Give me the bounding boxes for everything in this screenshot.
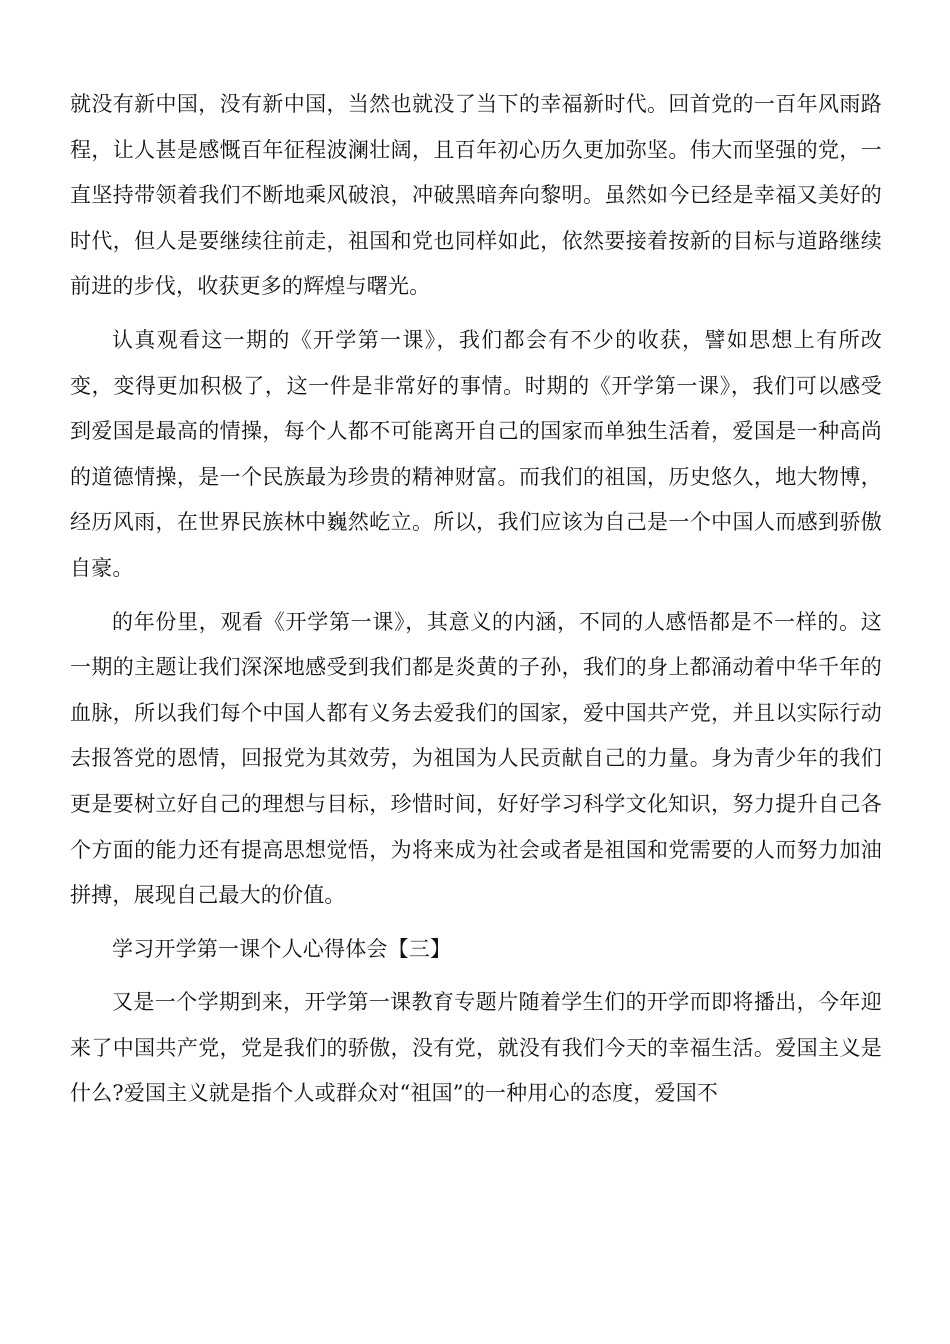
- paragraph-3: 的年份里，观看《开学第一课》，其意义的内涵，不同的人感悟都是不一样的。这一期的主题让我们深深地感受到我们都是炎黄的子孙，我们的身上都涌动着中华千年的血脉，所以我们每个中国人都有义务去爱我们的国家，爱中国共产党，并且以实际行动去报答党的恩情，回报党为其效劳，为祖国为人民贡献自己的力量。身为青少年的我们更是要树立好自己的理想与目标，珍惜时间，好好学习科学文化知识，努力提升自己各个方面的能力还有提高思想觉悟，为将来成为社会或者是祖国和党需要的人而努力加油拼搏，展现自己最大的价值。: [70, 609, 882, 908]
- document-body: [70, 82, 882, 1125]
- paragraph-2: 认真观看这一期的《开学第一课》，我们都会有不少的收获，譬如思想上有所改变，变得更加积极了，这一件是非常好的事情。时期的《开学第一课》，我们可以感受到爱国是最高的情操，每个人都不可能离开自己的国家而单独生活着，爱国是一种高尚的道德情操，是一个民族最为珍贵的精神财富。而我们的祖国，历史悠久，地大物博，经历风雨，在世界民族林中巍然屹立。所以，我们应该为自己是一个中国人而感到骄傲自豪。: [70, 327, 882, 580]
- paragraph-1: 就没有新中国，没有新中国，当然也就没了当下的幸福新时代。回首党的一百年风雨路程，让人甚是感慨百年征程波澜壮阔，且百年初心历久更加弥坚。伟大而坚强的党，一直坚持带领着我们不断地乘风破浪，冲破黑暗奔向黎明。虽然如今已经是幸福又美好的时代，但人是要继续往前走，祖国和党也同样如此，依然要接着按新的目标与道路继续前进的步伐，收获更多的辉煌与曙光。: [70, 92, 882, 299]
- paragraph-4: 又是一个学期到来，开学第一课教育专题片随着学生们的开学而即将播出，今年迎来了中国共产党，党是我们的骄傲，没有党，就没有我们今天的幸福生活。爱国主义是什么?爱国主义就是指个人或群众对“祖国”的一种用心的态度，爱国不: [70, 990, 882, 1106]
- section-heading: 学习开学第一课个人心得体会【三】: [112, 936, 452, 961]
